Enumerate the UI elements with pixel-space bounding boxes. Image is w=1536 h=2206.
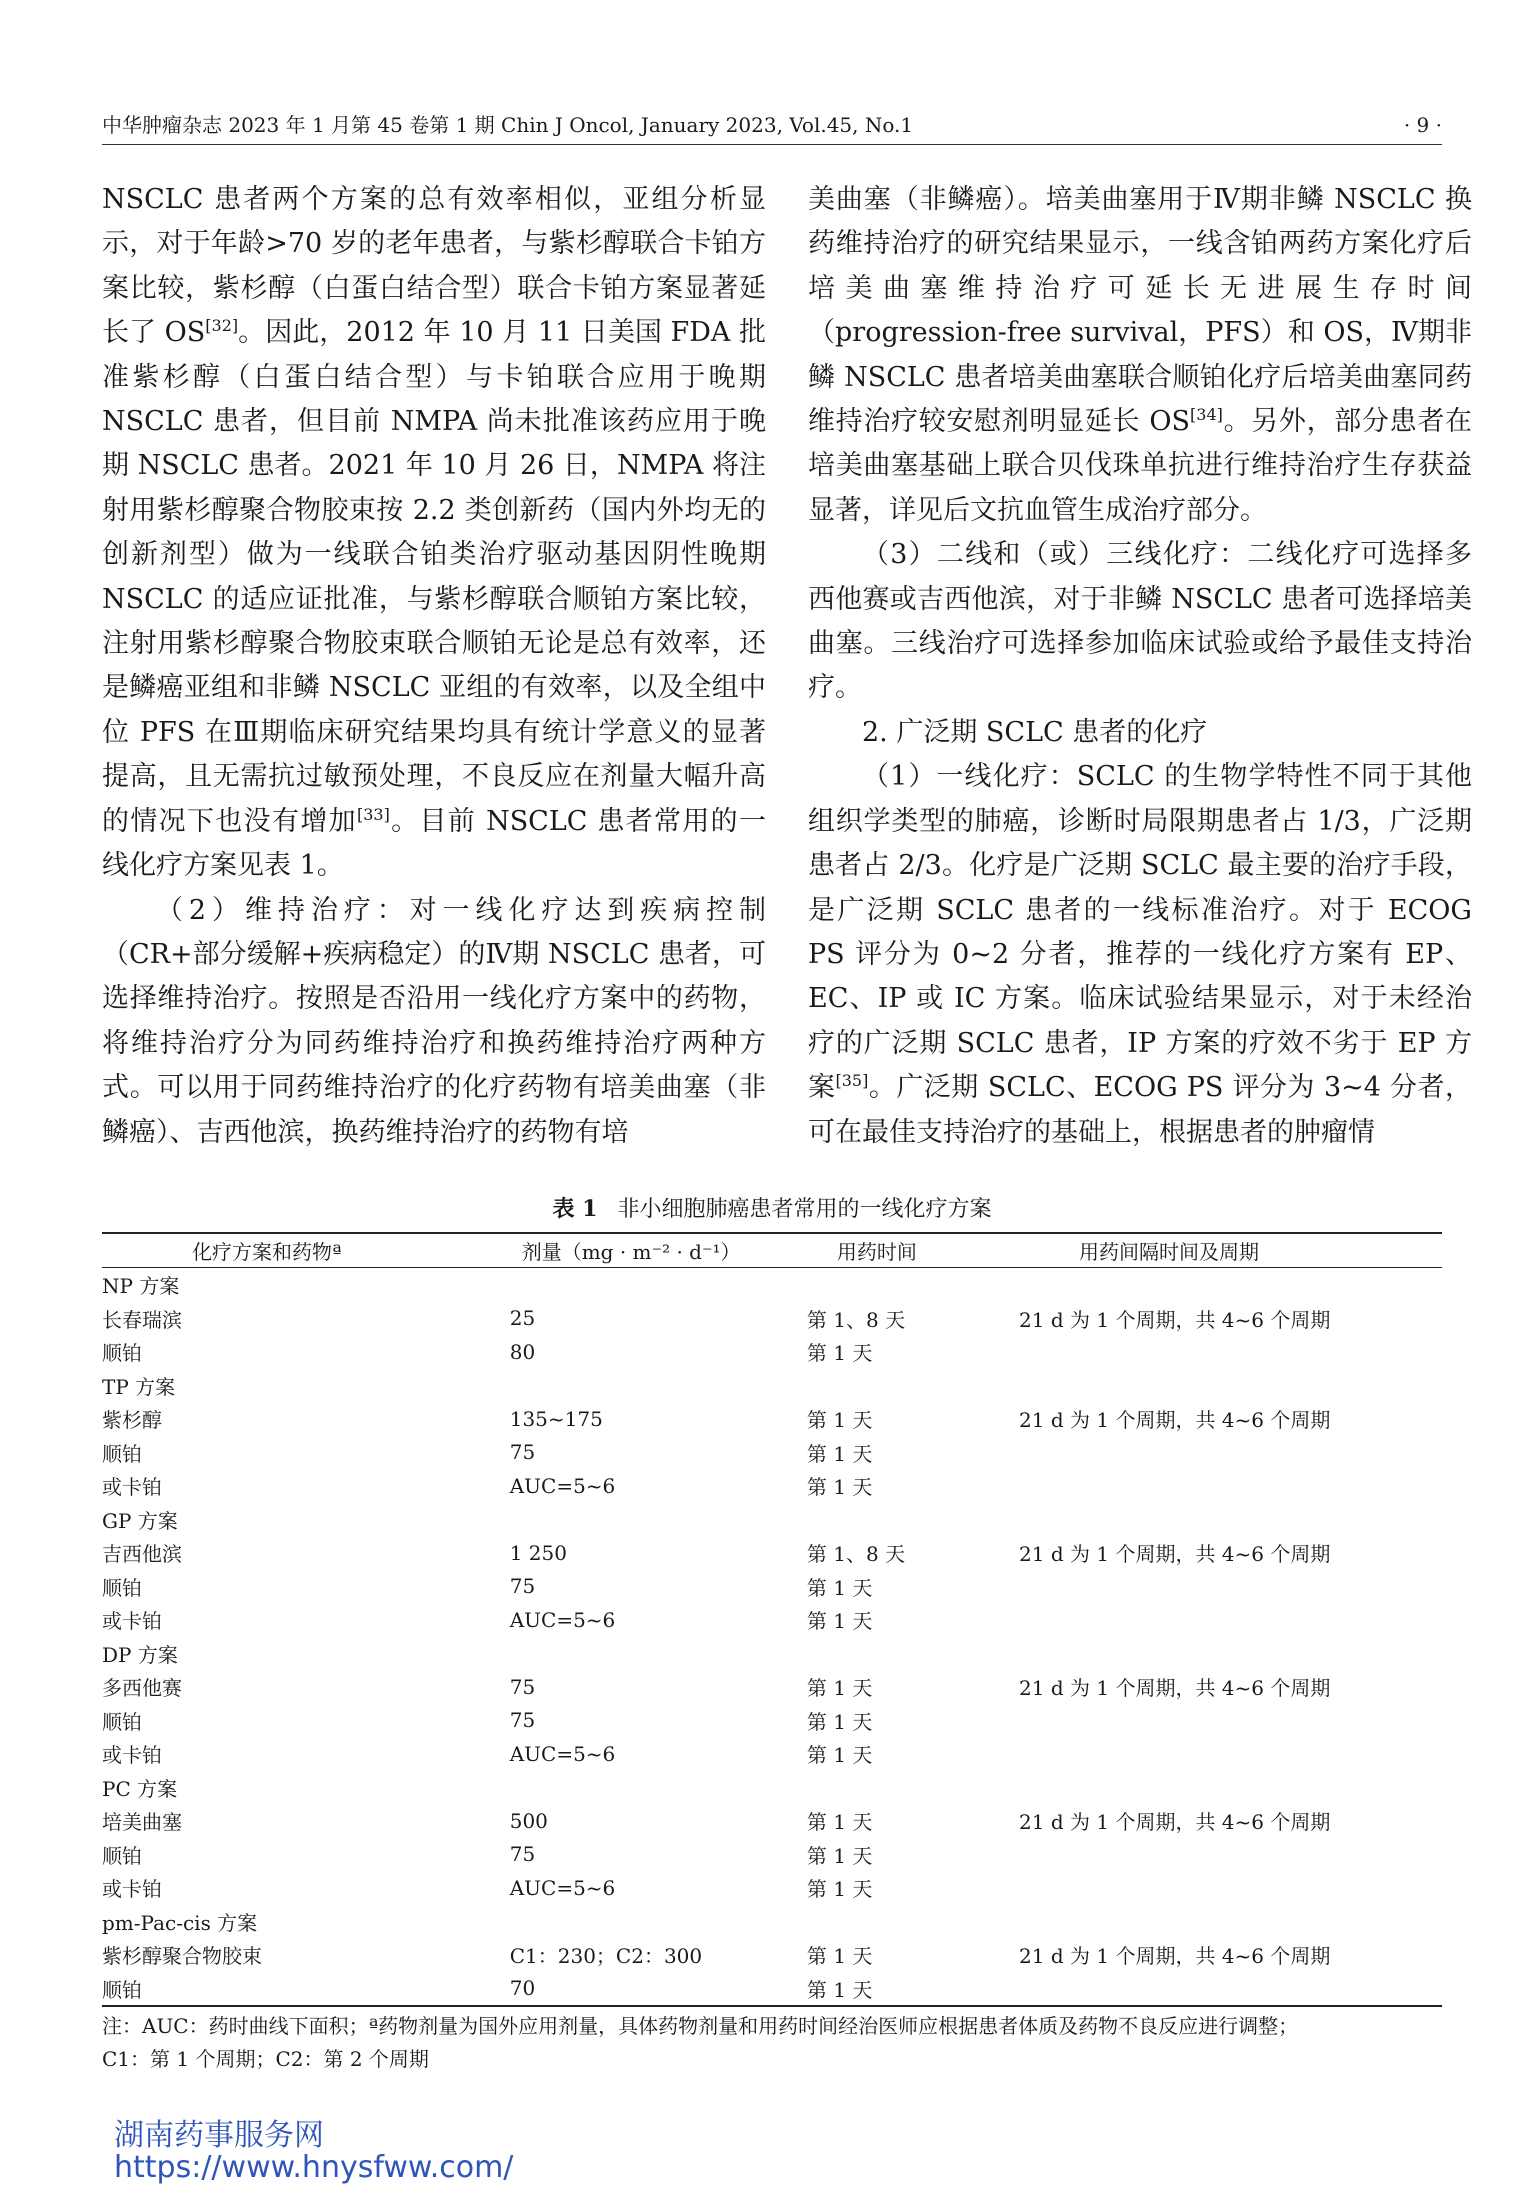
days-cell: 第 1 天 bbox=[806, 1609, 873, 1634]
dose-cell: 135~175 bbox=[509, 1406, 603, 1431]
days-cell: 第 1 天 bbox=[806, 1877, 873, 1902]
table-row bbox=[102, 1536, 1442, 1570]
cycle-cell: 21 d 为 1 个周期，共 4~6 个周期 bbox=[1019, 1944, 1331, 1969]
chemo-regimen-table bbox=[102, 1232, 1442, 2007]
dose-cell: 75 bbox=[509, 1708, 536, 1733]
drug-name: 培美曲塞 bbox=[102, 1810, 182, 1835]
paragraph: 美曲塞（非鳞癌）。培美曲塞用于Ⅳ期非鳞 NSCLC 换药维持治疗的研究结果显示，一线含铂两药方案化疗后培美曲塞维持治疗可延长无进展生存时间（progression-free survival，PFS）和 OS，Ⅳ期非鳞 NSCLC 患者培美曲塞联合顺铂化疗后培美曲塞同药维持治疗较安慰剂明显延长 OS[34]。另外，部分患者在培美曲塞基础上联合贝伐珠单抗进行维持治疗生存获益显著，详见后文抗血管生成治疗部分。 bbox=[808, 184, 1473, 526]
drug-name: 吉西他滨 bbox=[102, 1542, 182, 1567]
regimen-name: GP 方案 bbox=[102, 1508, 178, 1533]
cycle-cell bbox=[1019, 1871, 1442, 1905]
cycle-cell bbox=[1019, 1603, 1442, 1637]
days-cell: 第 1 天 bbox=[806, 1810, 873, 1835]
citation-ref[interactable]: [33] bbox=[356, 804, 390, 824]
table-caption bbox=[102, 1192, 1442, 1227]
days-cell: 第 1 天 bbox=[806, 1743, 873, 1768]
table-group-row bbox=[102, 1637, 1442, 1671]
dose-cell: 75 bbox=[509, 1440, 536, 1465]
table-note bbox=[102, 2010, 1442, 2076]
regimen-name: DP 方案 bbox=[102, 1642, 178, 1667]
regimen-name: PC 方案 bbox=[102, 1776, 178, 1801]
days-cell: 第 1 天 bbox=[807, 1972, 1019, 2007]
dose-cell: 500 bbox=[509, 1808, 548, 1833]
drug-name: 紫杉醇 bbox=[102, 1408, 162, 1433]
drug-name: 顺铂 bbox=[102, 1341, 142, 1366]
drug-name: 顺铂 bbox=[102, 1575, 142, 1600]
dose-cell: 70 bbox=[510, 1972, 807, 2007]
column-header: 用药时间 bbox=[807, 1233, 1019, 1268]
watermark-name: 湖南药事服务网 bbox=[114, 2118, 324, 2153]
table-row bbox=[102, 1670, 1442, 1704]
days-cell: 第 1 天 bbox=[806, 1441, 873, 1466]
dose-cell: AUC=5~6 bbox=[509, 1607, 616, 1632]
drug-name: 顺铂 bbox=[102, 1709, 142, 1734]
cycle-cell: 21 d 为 1 个周期，共 4~6 个周期 bbox=[1019, 1307, 1331, 1332]
column-header: 化疗方案和药物ª bbox=[102, 1233, 510, 1268]
note-line: 注：AUC：药时曲线下面积；ª药物剂量为国外应用剂量，具体药物剂量和用药时间经治医师应根据患者体质及药物不良反应进行调整； bbox=[102, 2014, 1299, 2038]
dose-cell: AUC=5~6 bbox=[509, 1741, 616, 1766]
cycle-cell: 21 d 为 1 个周期，共 4~6 个周期 bbox=[1019, 1676, 1331, 1701]
cycle-cell bbox=[1019, 1704, 1442, 1738]
table-row bbox=[102, 1436, 1442, 1470]
dose-cell: 80 bbox=[509, 1339, 536, 1364]
dose-cell: AUC=5~6 bbox=[509, 1875, 616, 1900]
table-row bbox=[102, 1704, 1442, 1738]
page-number: · 9 · bbox=[1403, 113, 1442, 137]
regimen-name: pm-Pac-cis 方案 bbox=[102, 1910, 258, 1935]
citation-ref[interactable]: [34] bbox=[1190, 405, 1223, 425]
paragraph: NSCLC 患者两个方案的总有效率相似，亚组分析显示，对于年龄>70 岁的老年患者，与紫杉醇联合卡铂方案比较，紫杉醇（白蛋白结合型）联合卡铂方案显著延长了 OS[32]。因此，2012 年 10 月 11 日美国 FDA 批准紫杉醇（白蛋白结合型）与卡铂联合应用于晚期 NSCLC 患者，但目前 NMPA 尚未批准该药应用于晚期 NSCLC 患者。2021 年 10 月 26 日，NMPA 将注射用紫杉醇聚合物胶束按 2.2 类创新药（国内外均无的创新剂型）做为一线联合铂类治疗驱动基因阴性晚期 NSCLC 的适应证批准，与紫杉醇联合顺铂方案比较，注射用紫杉醇聚合物胶束联合顺铂无论是总有效率，还是鳞癌亚组和非鳞 NSCLC 亚组的有效率，以及全组中位 PFS 在Ⅲ期临床研究结果均具有统计学意义的显著提高，且无需抗过敏预处理，不良反应在剂量大幅升高的情况下也没有增加[33]。目前 NSCLC 患者常用的一线化疗方案见表 1。 bbox=[102, 184, 766, 882]
table-row bbox=[102, 1972, 1442, 2007]
table-row bbox=[102, 1302, 1442, 1336]
watermark-url[interactable]: https://www.hnysfww.com/ bbox=[114, 2150, 514, 2185]
days-cell: 第 1 天 bbox=[806, 1341, 873, 1366]
dose-cell: 75 bbox=[509, 1842, 536, 1867]
drug-name: 或卡铂 bbox=[102, 1475, 162, 1500]
note-line: C1：第 1 个周期；C2：第 2 个周期 bbox=[102, 2047, 429, 2071]
days-cell: 第 1 天 bbox=[806, 1843, 873, 1868]
days-cell: 第 1 天 bbox=[806, 1475, 873, 1500]
table-row bbox=[102, 1603, 1442, 1637]
table-row bbox=[102, 1871, 1442, 1905]
regimen-name: NP 方案 bbox=[102, 1274, 180, 1299]
days-cell: 第 1 天 bbox=[806, 1408, 873, 1433]
section-heading: 2. 广泛期 SCLC 患者的化疗 bbox=[862, 716, 1208, 748]
cycle-cell: 21 d 为 1 个周期，共 4~6 个周期 bbox=[1019, 1408, 1331, 1433]
citation-ref[interactable]: [35] bbox=[835, 1071, 869, 1091]
cycle-cell: 21 d 为 1 个周期，共 4~6 个周期 bbox=[1019, 1810, 1331, 1835]
cycle-cell bbox=[1019, 1737, 1442, 1771]
dose-cell: 25 bbox=[509, 1306, 536, 1331]
dose-cell: 75 bbox=[509, 1574, 536, 1599]
drug-name: 紫杉醇聚合物胶束 bbox=[102, 1944, 262, 1969]
column-header: 剂量（mg · m⁻² · d⁻¹） bbox=[510, 1233, 807, 1268]
paragraph: （2）维持治疗：对一线化疗达到疾病控制（CR+部分缓解+疾病稳定）的Ⅳ期 NSCLC 患者，可选择维持治疗。按照是否沿用一线化疗方案中的药物，将维持治疗分为同药维持治疗和换药维持治疗两种方式。可以用于同药维持治疗的化疗药物有培美曲塞（非鳞癌）、吉西他滨，换药维持治疗的药物有培 bbox=[102, 894, 766, 1148]
table-row bbox=[102, 1469, 1442, 1503]
paragraph: （3）二线和（或）三线化疗：二线化疗可选择多西他赛或吉西他滨，对于非鳞 NSCLC 患者可选择培美曲塞。三线治疗可选择参加临床试验或给予最佳支持治疗。 bbox=[808, 539, 1472, 704]
running-header bbox=[102, 110, 1442, 145]
table-row bbox=[102, 1938, 1442, 1972]
table-row bbox=[102, 1804, 1442, 1838]
cycle-cell bbox=[1019, 1972, 1442, 2007]
table-row bbox=[102, 1402, 1442, 1436]
dose-cell: AUC=5~6 bbox=[509, 1473, 616, 1498]
dose-cell: 75 bbox=[509, 1674, 536, 1699]
days-cell: 第 1 天 bbox=[806, 1709, 873, 1734]
column-header: 用药间隔时间及周期 bbox=[1019, 1233, 1442, 1268]
drug-name: 或卡铂 bbox=[102, 1877, 162, 1902]
dose-cell: C1：230；C2：300 bbox=[509, 1944, 703, 1969]
table-group-row bbox=[102, 1268, 1442, 1302]
days-cell: 第 1 天 bbox=[806, 1944, 873, 1969]
cycle-cell bbox=[1019, 1469, 1442, 1503]
paragraph: （1）一线化疗：SCLC 的生物学特性不同于其他组织学类型的肺癌，诊断时局限期患者占 1/3，广泛期患者占 2/3。化疗是广泛期 SCLC 最主要的治疗手段，是广泛期 SCLC 患者的一线标准治疗。对于 ECOG PS 评分为 0~2 分者，推荐的一线化疗方案有 EP、EC、IP 或 IC 方案。临床试验结果显示，对于未经治疗的广泛期 SCLC 患者，IP 方案的疗效不劣于 EP 方案[35]。广泛期 SCLC、ECOG PS 评分为 3~4 分者，可在最佳支持治疗的基础上，根据患者的肿瘤情 bbox=[808, 761, 1473, 1148]
table-group-row bbox=[102, 1503, 1442, 1537]
table-row bbox=[102, 1335, 1442, 1369]
days-cell: 第 1、8 天 bbox=[806, 1307, 906, 1332]
dose-cell: 1 250 bbox=[509, 1540, 567, 1565]
left-column bbox=[102, 178, 766, 1155]
table-group-row bbox=[102, 1369, 1442, 1403]
regimen-name: TP 方案 bbox=[102, 1374, 176, 1399]
table-row bbox=[102, 1737, 1442, 1771]
table-row bbox=[102, 1570, 1442, 1604]
table-number: 表 1 bbox=[552, 1196, 598, 1222]
table-row bbox=[102, 1838, 1442, 1872]
cycle-cell: 21 d 为 1 个周期，共 4~6 个周期 bbox=[1019, 1542, 1331, 1567]
drug-name: 或卡铂 bbox=[102, 1609, 162, 1634]
drug-name: 或卡铂 bbox=[102, 1743, 162, 1768]
table-title: 非小细胞肺癌患者常用的一线化疗方案 bbox=[617, 1197, 992, 1222]
drug-name: 顺铂 bbox=[102, 1441, 142, 1466]
table-group-row bbox=[102, 1771, 1442, 1805]
cycle-cell bbox=[1019, 1436, 1442, 1470]
cycle-cell bbox=[1019, 1838, 1442, 1872]
days-cell: 第 1 天 bbox=[806, 1575, 873, 1600]
citation-ref[interactable]: [32] bbox=[205, 316, 239, 336]
days-cell: 第 1、8 天 bbox=[806, 1542, 906, 1567]
cycle-cell bbox=[1019, 1570, 1442, 1604]
journal-citation: 中华肿瘤杂志 2023 年 1 月第 45 卷第 1 期 Chin J Oncol, January 2023, Vol.45, No.1 bbox=[102, 113, 914, 137]
table-group-row bbox=[102, 1905, 1442, 1939]
drug-name: 多西他赛 bbox=[102, 1676, 182, 1701]
drug-name: 顺铂 bbox=[102, 1843, 142, 1868]
right-column bbox=[808, 178, 1472, 1155]
table-body bbox=[102, 1268, 1442, 2007]
drug-name: 长春瑞滨 bbox=[102, 1307, 182, 1332]
cycle-cell bbox=[1019, 1335, 1442, 1369]
table-header-row bbox=[102, 1233, 1442, 1268]
days-cell: 第 1 天 bbox=[806, 1676, 873, 1701]
drug-name: 顺铂 bbox=[102, 1972, 510, 2007]
